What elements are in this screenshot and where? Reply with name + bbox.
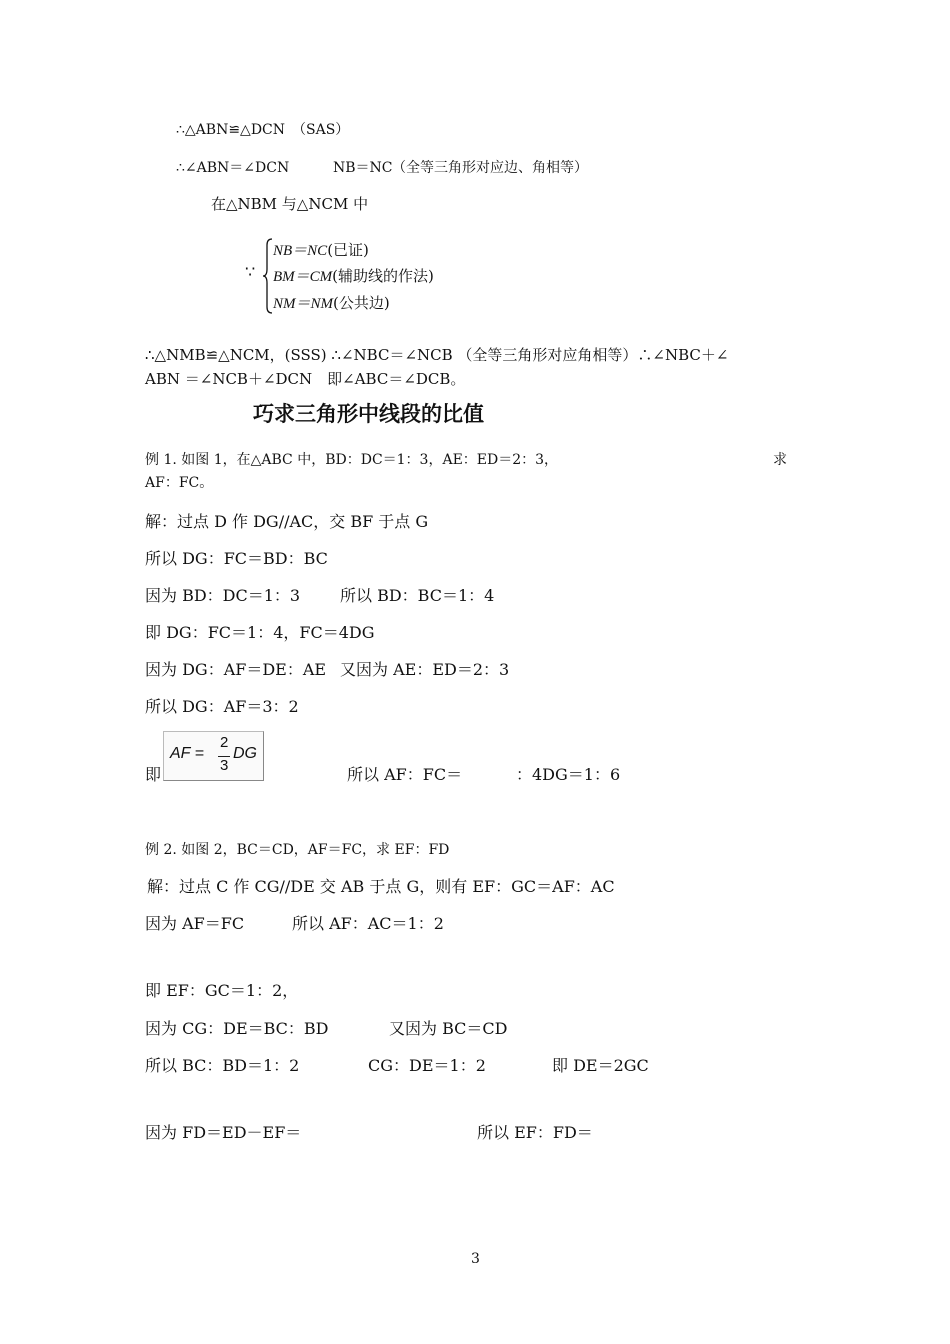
solution-2-step-3: 即 EF：GC＝1：2，	[145, 981, 299, 1000]
solution-1-step-7b: 所以 AF：FC＝	[347, 765, 463, 784]
system-expr: BM＝CM	[273, 269, 333, 285]
example-1-question-end: AF：FC。	[145, 475, 214, 491]
system-expr: NB＝NC	[273, 243, 328, 259]
solution-1-step-7-prefix: 即	[145, 765, 162, 784]
solution-1-step-2: 所以 DG：FC＝BD：BC	[145, 549, 328, 568]
solution-1-step-3b: 所以 BD：BC＝1：4	[340, 586, 495, 605]
formula-af-image	[163, 731, 264, 781]
system-expr: NM＝NM	[273, 296, 334, 312]
solution-2-step-6b: 所以 EF：FD＝	[477, 1123, 593, 1142]
formula-numerator: 2	[220, 734, 229, 751]
line-congruent-sas: ∴△ABN≌△DCN （SAS）	[176, 122, 350, 138]
solution-2-step-2a: 因为 AF＝FC	[145, 914, 245, 933]
section-title: 巧求三角形中线段的比值	[253, 402, 484, 426]
example-1-question: 例 1. 如图 1，在△ABC 中，BD：DC＝1：3，AE：ED＝2：3，	[145, 452, 559, 468]
system-line-1	[273, 239, 369, 260]
example-2-question: 例 2. 如图 2，BC＝CD，AF＝FC，求 EF：FD	[145, 842, 450, 858]
solution-2-step-5a: 所以 BC：BD＝1：2	[145, 1056, 300, 1075]
system-note: (辅助线的作法)	[332, 267, 434, 285]
line-in-triangles: 在△NBM 与△NCM 中	[211, 195, 369, 213]
line-abc-dcb: ABN ＝∠NCB＋∠DCN 即∠ABC＝∠DCB。	[145, 370, 466, 388]
page-number: 3	[471, 1251, 480, 1267]
line-sss: ∴△NMB≌△NCM，(SSS) ∴∠NBC＝∠NCB （全等三角形对应角相等）∴∠NBC＋∠	[145, 346, 729, 364]
example-1-qiu: 求	[773, 452, 787, 468]
line-reason-1: （全等三角形对应边、角相等）	[392, 160, 588, 176]
formula-lhs: AF =	[170, 745, 204, 762]
solution-1-step-5b: 又因为 AE：ED＝2：3	[340, 660, 510, 679]
system-note: (已证)	[327, 241, 369, 259]
formula-rhs: DG	[233, 745, 257, 762]
solution-2-step-1: 解：过点 C 作 CG//DE 交 AB 于点 G，则有 EF：GC＝AF：AC	[147, 877, 615, 896]
system-line-2	[273, 265, 434, 286]
solution-1-step-4: 即 DG：FC＝1：4，FC＝4DG	[145, 623, 375, 642]
solution-2-step-2b: 所以 AF：AC＝1：2	[292, 914, 444, 933]
system-note: (公共边)	[333, 294, 390, 312]
solution-1-step-1: 解：过点 D 作 DG//AC，交 BF 于点 G	[145, 512, 429, 531]
system-line-3	[273, 292, 390, 313]
solution-2-step-4a: 因为 CG：DE＝BC：BD	[145, 1019, 329, 1038]
solution-2-step-6a: 因为 FD＝ED－EF＝	[145, 1123, 302, 1142]
because-symbol: ∵	[245, 262, 256, 281]
solution-2-step-4b: 又因为 BC＝CD	[389, 1019, 508, 1038]
solution-2-step-5c: 即 DE＝2GC	[552, 1056, 649, 1075]
solution-1-step-3a: 因为 BD：DC＝1：3	[145, 586, 301, 605]
line-angle-abn: ∴∠ABN＝∠DCN	[176, 160, 290, 176]
solution-1-step-7c: ：4DG＝1：6	[516, 765, 621, 784]
line-nb-nc: NB＝NC	[333, 160, 393, 176]
solution-2-step-5b: CG：DE＝1：2	[368, 1056, 486, 1075]
formula-denominator: 3	[220, 757, 229, 774]
solution-1-step-6: 所以 DG：AF＝3：2	[145, 697, 299, 716]
solution-1-step-5a: 因为 DG：AF＝DE：AE	[145, 660, 327, 679]
